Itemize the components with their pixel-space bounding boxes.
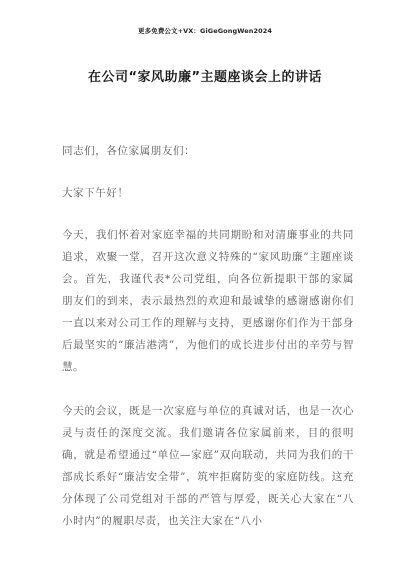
salutation: 同志们，各位家属朋友们：: [62, 145, 196, 157]
header-note: 更多免费公文+VX：GiGeGongWen2024: [138, 27, 272, 35]
greeting: 大家下午好！: [62, 187, 129, 199]
document-body: [62, 140, 354, 532]
page-title: 在公司“家风助廉”主题座谈会上的讲话: [87, 70, 323, 85]
paragraph-1: 今天，我们怀着对家庭幸福的共同期盼和对清廉事业的共同追求，欢聚一堂，召开这次意义特殊的“家风助廉”主题座谈会。首先，我谨代表*公司党组，向各位新提职干部的家属朋友们的到来，表示最热烈的欢迎和最诚挚的感谢感谢你们一直以来对公司工作的理解与支持，更感谢你们作为干部身后最坚实的“廉洁港湾”，为他们的成长进步付出的辛劳与智慧。: [62, 229, 354, 373]
paragraph-2: 今天的会议，既是一次家庭与单位的真诚对话，也是一次心灵与责任的深度交流。我们邀请各位家属前来，目的很明确，就是希望通过“单位—家庭”双向联动，共同为我们的干部成长系好“廉洁安全带”，筑牢拒腐防变的家庭防线。这充分体现了公司党组对干部的严管与厚爱，既关心大家在“八小时内”的履职尽责，也关注大家在“八小: [62, 405, 354, 527]
